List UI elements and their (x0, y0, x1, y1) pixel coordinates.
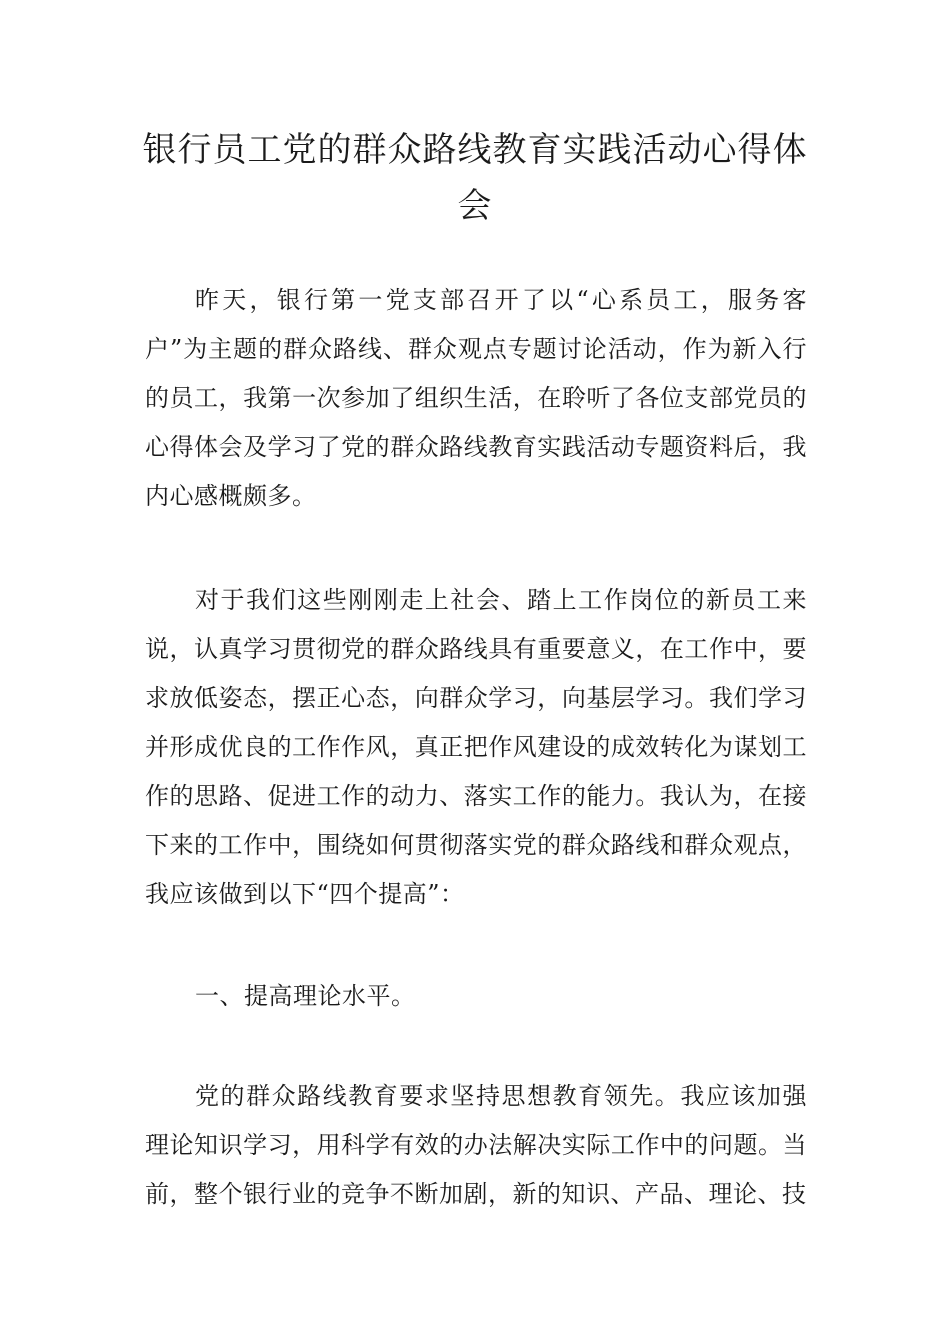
paragraph-intro: 昨天，银行第一党支部召开了以“心系员工，服务客户”为主题的群众路线、群众观点专题讨论活动，作为新入行的员工，我第一次参加了组织生活，在聆听了各位支部党员的心得体会及学习了党的群众路线教育实践活动专题资料后，我内心感概颇多。 (145, 286, 807, 510)
paragraph-theory: 党的群众路线教育要求坚持思想教育领先。我应该加强理论知识学习，用科学有效的办法解决实际工作中的问题。当前，整个银行业的竞争不断加剧，新的知识、产品、理论、技 (145, 1082, 807, 1208)
document-title: 银行员工党的群众路线教育实践活动心得体会 (142, 130, 808, 226)
section-heading-theory: 一、提高理论水平。 (195, 982, 416, 1010)
paragraph-significance: 对于我们这些刚刚走上社会、踏上工作岗位的新员工来说，认真学习贯彻党的群众路线具有重要意义，在工作中，要求放低姿态，摆正心态，向群众学习，向基层学习。我们学习并形成优良的工作作风，真正把作风建设的成效转化为谋划工作的思路、促进工作的动力、落实工作的能力。我认为，在接下来的工作中，围绕如何贯彻落实党的群众路线和群众观点，我应该做到以下“四个提高”： (145, 586, 807, 908)
